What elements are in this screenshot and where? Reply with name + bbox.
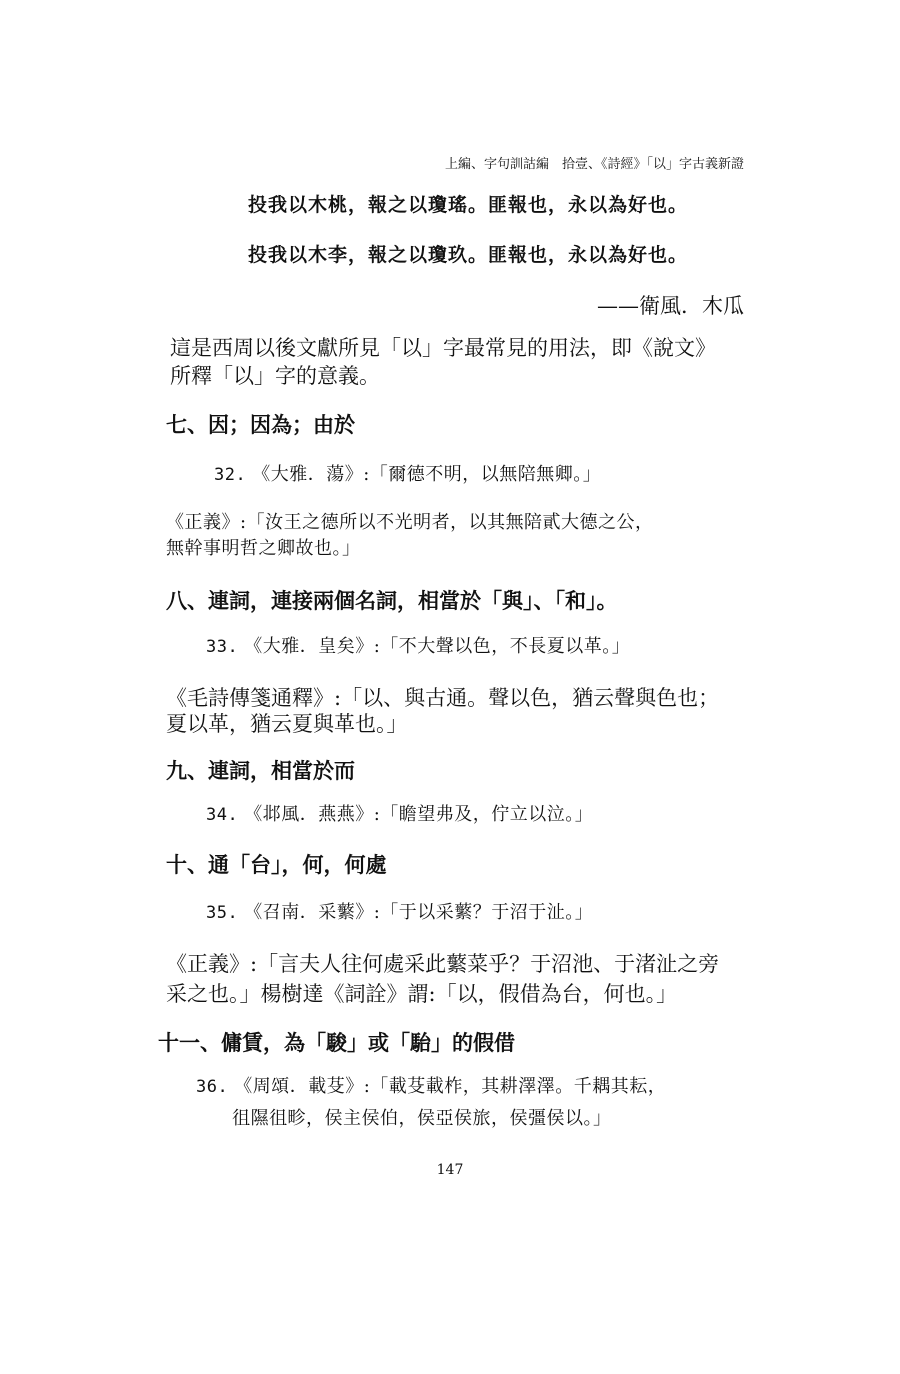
example-34 xyxy=(206,806,593,824)
paragraph-line-1: 這是西周以後文獻所見「以」字最常見的用法，即《說文》 xyxy=(170,336,716,360)
paragraph-line-2: 所釋「以」字的意義。 xyxy=(170,364,380,388)
example-35 xyxy=(206,904,593,922)
section-11-heading: 十一、傭賃，為「駿」或「駘」的假借 xyxy=(158,1030,515,1055)
section-9-heading: 九、連詞，相當於而 xyxy=(166,758,355,783)
example-text: 《周頌．載芟》:「載芟載柞，其耕澤澤。千耦其耘， xyxy=(234,1076,667,1097)
example-number: 33. xyxy=(206,637,239,657)
example-number: 34. xyxy=(206,805,239,825)
poem-line-1: 投我以木桃，報之以瓊瑤。匪報也，永以為好也。 xyxy=(248,194,689,216)
note-33-line-1: 《毛詩傳箋通釋》:「以、與古通。聲以色，猶云聲與色也； xyxy=(166,686,720,710)
note-32-line-1: 《正義》:「汝王之德所以不光明者，以其無陪貳大德之公， xyxy=(166,512,654,533)
example-number: 36. xyxy=(196,1077,229,1097)
section-8-heading: 八、連詞，連接兩個名詞，相當於「與」、「和」。 xyxy=(166,588,618,613)
note-35-line-2: 采之也。」楊樹達《詞詮》謂:「以，假借為台，何也。」 xyxy=(166,982,678,1006)
page-number: 147 xyxy=(436,1162,464,1178)
example-text: 《大雅．皇矣》:「不大聲以色，不長夏以革。」 xyxy=(244,636,631,657)
example-32 xyxy=(214,466,601,484)
section-7-heading: 七、因；因為；由於 xyxy=(166,412,355,437)
section-10-heading: 十、通「台」，何，何處 xyxy=(166,852,387,877)
example-36-line-1 xyxy=(196,1078,666,1096)
note-35-line-1: 《正義》:「言夫人往何處采此蘩菜乎？于沼池、于渚沚之旁 xyxy=(166,952,720,976)
example-text: 《邶風．燕燕》:「瞻望弗及，佇立以泣。」 xyxy=(244,804,594,825)
example-text: 《召南．采蘩》:「于以采蘩？于沼于沚。」 xyxy=(244,902,594,923)
example-33 xyxy=(206,638,630,656)
poem-attribution: ——衛風．木瓜 xyxy=(597,294,744,318)
example-text: 《大雅．蕩》:「爾德不明，以無陪無卿。」 xyxy=(252,464,602,485)
running-header: 上編、字句訓詁編 拾壹、《詩經》「以」字古義新證 xyxy=(444,157,744,172)
example-number: 32. xyxy=(214,465,247,485)
example-36-line-2: 徂隰徂畛，侯主侯伯，侯亞侯旅，侯彊侯以。」 xyxy=(232,1108,612,1129)
poem-line-2: 投我以木李，報之以瓊玖。匪報也，永以為好也。 xyxy=(248,244,689,266)
note-32-line-2: 無幹事明哲之卿故也。」 xyxy=(166,538,361,559)
note-33-line-2: 夏以革，猶云夏與革也。」 xyxy=(166,712,408,736)
example-number: 35. xyxy=(206,903,239,923)
